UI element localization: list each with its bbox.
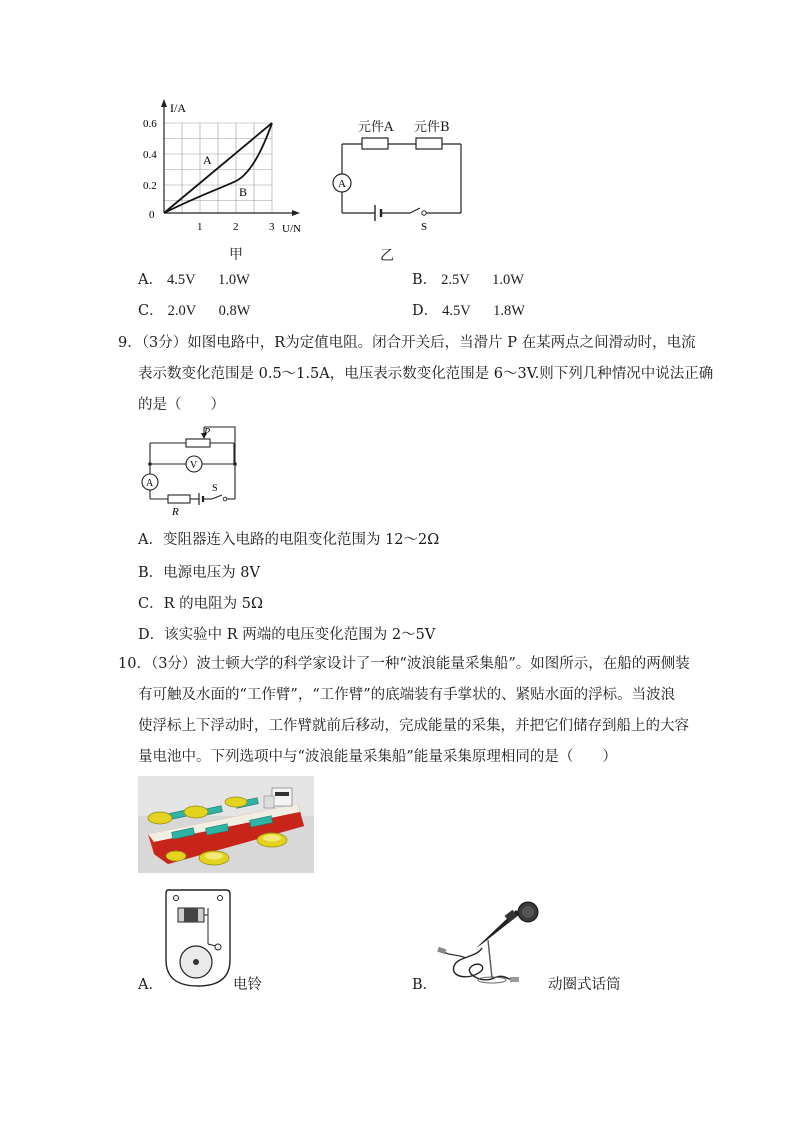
q10-line-1: 10．（3分）波士顿大学的科学家设计了一种“波浪能量采集船”。如图所示，在船的两侧装 <box>118 656 690 672</box>
q10-line-2: 有可触及水面的“工作臂”，“工作臂”的底端装有手掌状的、紧贴水面的浮标。当波浪 <box>138 687 676 703</box>
resistor-label: R <box>172 506 179 518</box>
component-b <box>416 138 442 149</box>
x-axis-label: U/N <box>282 223 301 235</box>
switch-contact <box>223 497 227 501</box>
option-letter: B． <box>412 272 438 288</box>
option-voltage: 2.5V <box>441 272 470 288</box>
q8-option-c[interactable] <box>138 299 250 320</box>
y-tick-0-6: 0.6 <box>143 118 157 130</box>
question-9-stem <box>118 328 714 421</box>
component-b-label: 元件B <box>414 120 450 135</box>
q9-line-2: 表示数变化范围是 0.5～1.5A，电压表示数变化范围是 6～3V.则下列几种情况中说法正确 <box>138 366 714 382</box>
junction-left <box>148 462 152 466</box>
q8-option-b[interactable] <box>412 268 524 289</box>
circuit-caption: 乙 <box>380 248 394 264</box>
junction-right <box>233 462 237 466</box>
question-10-stem <box>118 649 690 773</box>
option-letter: C． <box>138 303 164 319</box>
bell-label: 电铃 <box>233 977 262 993</box>
y-tick-0: 0 <box>149 209 155 221</box>
option-voltage: 4.5V <box>442 303 471 319</box>
dynamic-microphone-image <box>436 900 546 992</box>
switch-label: S <box>212 483 218 494</box>
voltmeter-label: V <box>190 460 198 471</box>
q9-option-d[interactable]: D．该实验中 R 两端的电压变化范围为 2～5V <box>138 627 436 643</box>
y-tick-0-2: 0.2 <box>143 180 157 192</box>
y-arrow <box>161 99 167 107</box>
microphone-label: 动圈式话筒 <box>548 977 621 993</box>
q9-option-c[interactable]: C．R 的电阻为 5Ω <box>138 596 263 612</box>
q8-option-d[interactable] <box>412 299 525 320</box>
q9-option-a[interactable]: A．变阻器连入电路的电阻变化范围为 12～2Ω <box>138 532 440 548</box>
x-tick-3: 3 <box>269 221 275 233</box>
curve-a-label: A <box>203 153 212 167</box>
q10-option-b[interactable] <box>412 973 437 994</box>
component-a-label: 元件A <box>358 120 394 135</box>
slider-label: P <box>204 427 211 438</box>
option-voltage: 4.5V <box>166 272 196 288</box>
option-power: 0.8W <box>218 303 251 319</box>
graph-caption: 甲 <box>229 247 243 263</box>
curve-b-label: B <box>239 185 248 199</box>
electric-bell-image <box>162 886 232 991</box>
switch-label: S <box>421 221 428 232</box>
option-power: 1.8W <box>493 303 525 319</box>
q9-line-3: 的是（ ） <box>138 397 225 413</box>
option-voltage: 2.0V <box>167 303 197 319</box>
option-letter: B． <box>412 977 438 993</box>
option-letter: A． <box>138 977 163 993</box>
q10-line-3: 使浮标上下浮动时，工作臂就前后移动，完成能量的采集，并把它们储存到船上的大容 <box>138 718 689 734</box>
option-power: 1.0W <box>217 272 250 288</box>
fixed-resistor <box>168 495 190 503</box>
ammeter-label: A <box>338 178 346 190</box>
wave-energy-boat-image <box>138 776 314 873</box>
option-power: 1.0W <box>492 272 524 288</box>
q9-option-b[interactable]: B．电源电压为 8V <box>138 565 260 581</box>
q8-option-a[interactable] <box>138 268 250 289</box>
x-arrow <box>292 210 300 216</box>
iu-graph <box>140 95 315 245</box>
x-tick-1: 1 <box>197 221 203 233</box>
q9-line-1: 9．（3分）如图电路中，R为定值电阻。闭合开关后，当滑片 P 在某两点之间滑动时，电流 <box>118 335 696 351</box>
rheostat <box>186 439 210 447</box>
option-letter: A． <box>138 272 163 288</box>
component-a <box>362 138 388 149</box>
option-letter: D． <box>412 303 439 319</box>
ammeter-label: A <box>146 478 154 489</box>
switch-contact <box>422 211 426 215</box>
y-axis-label: I/A <box>170 101 186 115</box>
y-tick-0-4: 0.4 <box>143 149 157 161</box>
rheostat-circuit <box>138 422 248 520</box>
q10-line-4: 量电池中。下列选项中与“波浪能量采集船”能量采集原理相同的是（ ） <box>138 749 617 765</box>
q10-option-a[interactable] <box>138 973 163 994</box>
x-tick-2: 2 <box>233 221 239 233</box>
